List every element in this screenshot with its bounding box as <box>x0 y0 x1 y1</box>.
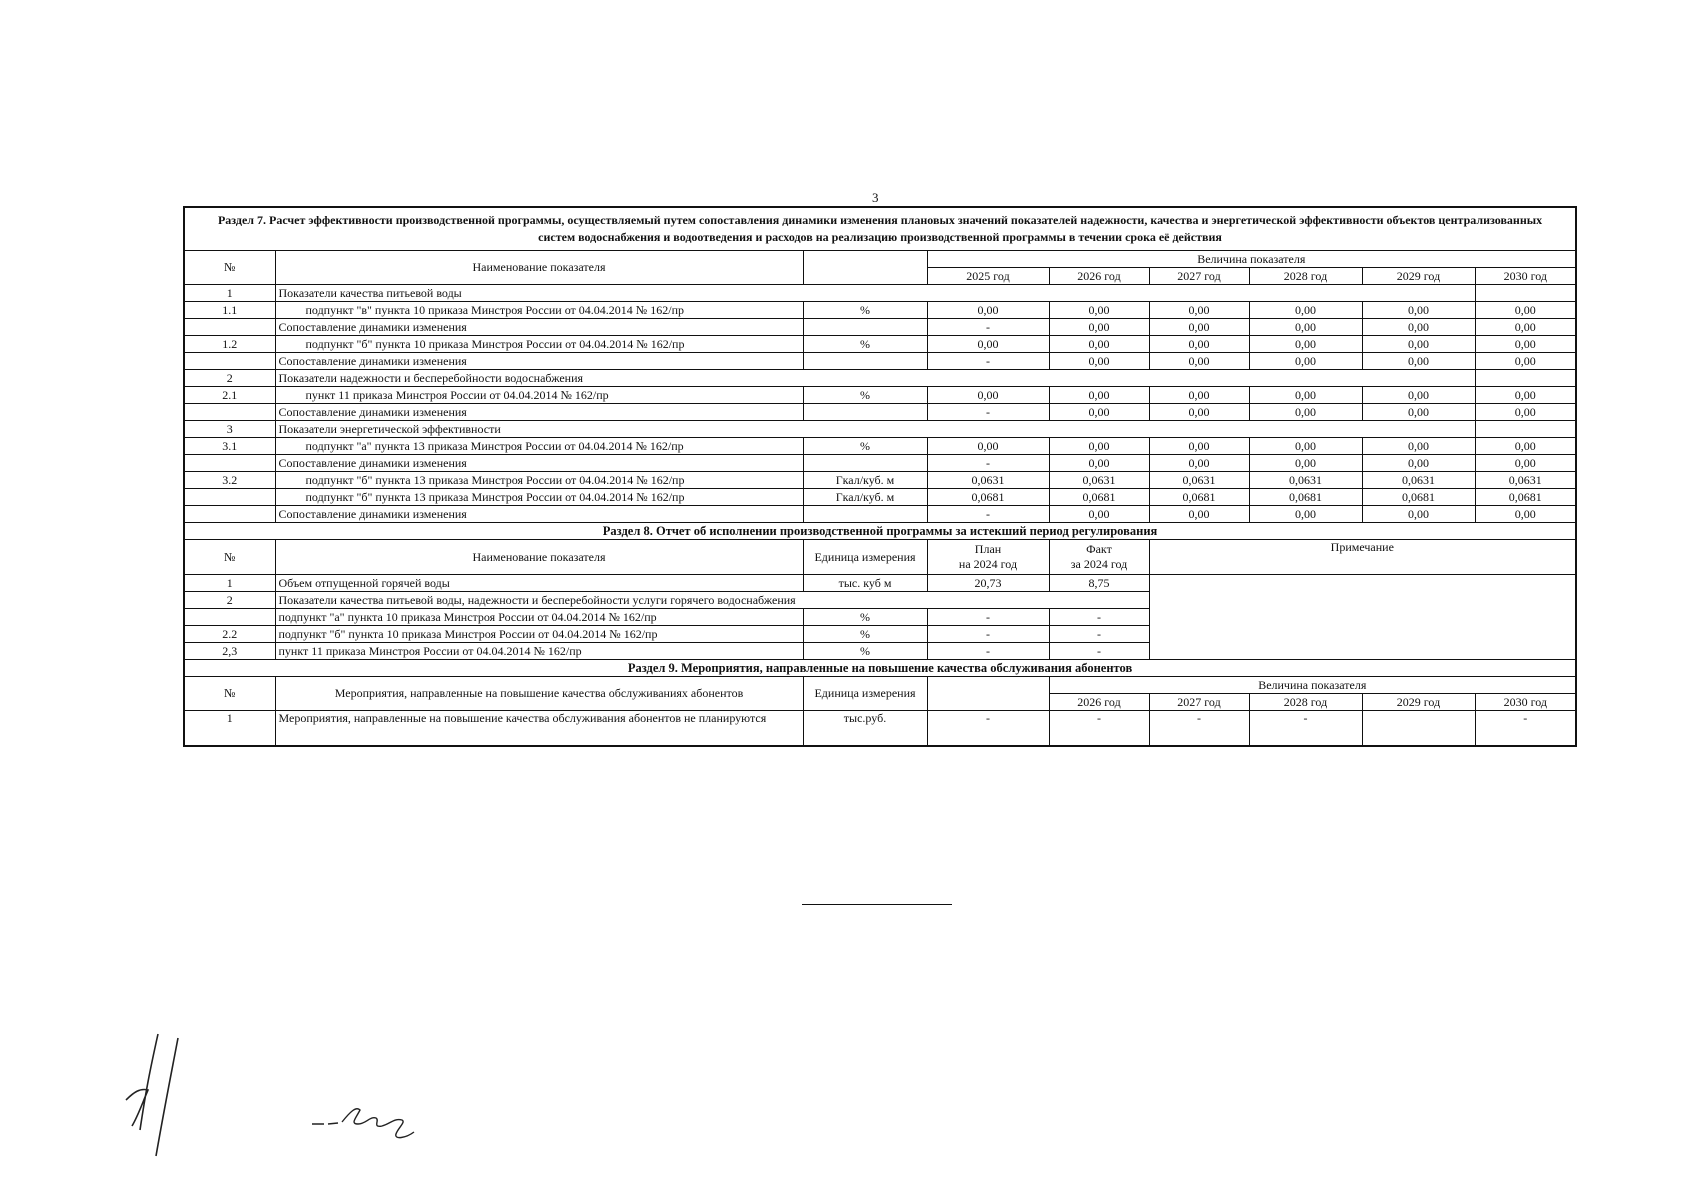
fact-cell: - <box>1049 626 1149 643</box>
plan-cell: 20,73 <box>927 575 1049 592</box>
value-cell: 0,00 <box>1249 506 1362 523</box>
table-row <box>184 421 1576 438</box>
s9-col-group: Величина показателя <box>1049 677 1576 694</box>
fact-cell: - <box>1049 609 1149 626</box>
s8-col-note: Примечание <box>1149 540 1576 575</box>
value-cell: 0,00 <box>1362 404 1475 421</box>
table-row <box>184 472 1576 489</box>
table-row <box>184 387 1576 404</box>
table-row <box>184 575 1576 592</box>
value-cell: 0,00 <box>1049 302 1149 319</box>
row-number: 2.1 <box>184 387 275 404</box>
table-row <box>184 438 1576 455</box>
value-cell: 0,0631 <box>1362 472 1475 489</box>
value-cell: 0,00 <box>1475 353 1576 370</box>
row-unit: % <box>803 302 927 319</box>
row-number <box>184 506 275 523</box>
row-number: 3.2 <box>184 472 275 489</box>
plan-cell: - <box>927 626 1049 643</box>
s8-col-unit: Единица измерения <box>803 540 927 575</box>
table-row <box>184 302 1576 319</box>
value-cell: - <box>927 353 1049 370</box>
section8-title: Раздел 8. Отчет об исполнении производственной программы за истекший период регулирования <box>184 523 1576 540</box>
row-name: Сопоставление динамики изменения <box>275 404 803 421</box>
value-cell: 0,00 <box>1149 353 1249 370</box>
fact-cell: - <box>1049 643 1149 660</box>
row-number: 1.1 <box>184 302 275 319</box>
s8-col-fact <box>1049 540 1149 575</box>
row-unit: Гкал/куб. м <box>803 472 927 489</box>
s9-blank <box>927 677 1049 711</box>
row-number <box>184 455 275 472</box>
value-cell: 0,0631 <box>1149 472 1249 489</box>
value-cell: - <box>927 319 1049 336</box>
value-cell: 0,00 <box>1249 353 1362 370</box>
handwritten-signature-left <box>120 1030 220 1160</box>
row-name: подпункт "б" пункта 10 приказа Минстроя России от 04.04.2014 № 162/пр <box>275 336 803 353</box>
row-unit <box>803 353 927 370</box>
value-cell: 0,0681 <box>1362 489 1475 506</box>
report-table <box>183 206 1577 747</box>
table-row <box>184 336 1576 353</box>
value-cell: 0,00 <box>1049 319 1149 336</box>
value-cell: - <box>927 455 1049 472</box>
s7-col-no: № <box>184 251 275 285</box>
value-cell: 0,0631 <box>1049 472 1149 489</box>
row-unit: % <box>803 609 927 626</box>
value-cell: 0,00 <box>1249 455 1362 472</box>
value-cell: 0,00 <box>1362 319 1475 336</box>
value-cell <box>1475 285 1576 302</box>
row-unit: % <box>803 387 927 404</box>
handwritten-signature-right <box>310 1098 440 1143</box>
value-cell: 0,00 <box>1475 404 1576 421</box>
s7-year-2026: 2026 год <box>1049 268 1149 285</box>
value-cell: 0,00 <box>1475 455 1576 472</box>
value-cell: 0,0631 <box>927 472 1049 489</box>
value-cell: 0,00 <box>1049 336 1149 353</box>
footer-rule <box>802 904 952 905</box>
value-cell <box>1362 711 1475 747</box>
row-unit: % <box>803 336 927 353</box>
row-number <box>184 609 275 626</box>
s8-col-fact-line1: Факт <box>1086 542 1112 556</box>
row-number <box>184 404 275 421</box>
value-cell: 0,00 <box>1049 455 1149 472</box>
s9-col-no: № <box>184 677 275 711</box>
value-cell: 0,00 <box>1149 336 1249 353</box>
value-cell: 0,00 <box>1149 455 1249 472</box>
value-cell: 0,00 <box>1049 387 1149 404</box>
row-number: 3 <box>184 421 275 438</box>
value-cell: 0,00 <box>1362 336 1475 353</box>
table-row <box>184 711 1576 747</box>
row-name: Сопоставление динамики изменения <box>275 506 803 523</box>
row-unit: тыс.руб. <box>803 711 927 747</box>
document-sheet <box>183 206 1575 747</box>
row-name: Показатели качества питьевой воды, надежности и бесперебойности услуги горячего водоснабжения <box>275 592 1149 609</box>
table-row <box>184 455 1576 472</box>
page-number: 3 <box>872 190 879 205</box>
row-unit <box>803 404 927 421</box>
value-cell: - <box>927 506 1049 523</box>
s7-col-unit <box>803 251 927 285</box>
row-name: подпункт "в" пункта 10 приказа Минстроя России от 04.04.2014 № 162/пр <box>275 302 803 319</box>
value-cell: 0,00 <box>1249 319 1362 336</box>
value-cell: 0,0681 <box>1475 489 1576 506</box>
value-cell: 0,00 <box>1049 404 1149 421</box>
row-number: 1 <box>184 575 275 592</box>
value-cell: 0,00 <box>927 302 1049 319</box>
row-number: 1 <box>184 711 275 747</box>
table-row <box>184 370 1576 387</box>
value-cell: 0,00 <box>1149 302 1249 319</box>
s9-year-2027: 2027 год <box>1149 694 1249 711</box>
value-cell: 0,00 <box>1362 302 1475 319</box>
value-cell: 0,00 <box>1249 438 1362 455</box>
s8-col-plan-line2: на 2024 год <box>958 557 1018 571</box>
value-cell: 0,00 <box>1362 353 1475 370</box>
value-cell: 0,00 <box>1049 506 1149 523</box>
s9-year-2030: 2030 год <box>1475 694 1576 711</box>
value-cell: 0,00 <box>1149 404 1249 421</box>
row-unit: % <box>803 438 927 455</box>
row-number: 1 <box>184 285 275 302</box>
value-cell: 0,0681 <box>1249 489 1362 506</box>
value-cell: 0,00 <box>1049 438 1149 455</box>
value-cell: 0,00 <box>1149 506 1249 523</box>
value-cell: 0,00 <box>1362 438 1475 455</box>
value-cell: 0,00 <box>1249 336 1362 353</box>
row-name: Показатели энергетической эффективности <box>275 421 1475 438</box>
row-number <box>184 489 275 506</box>
value-cell: 0,0631 <box>1475 472 1576 489</box>
row-name: пункт 11 приказа Минстроя России от 04.04.2014 № 162/пр <box>275 387 803 404</box>
row-name: Показатели надежности и бесперебойности водоснабжения <box>275 370 1475 387</box>
row-name: подпункт "б" пункта 13 приказа Минстроя России от 04.04.2014 № 162/пр <box>275 489 803 506</box>
row-name: подпункт "а" пункта 13 приказа Минстроя России от 04.04.2014 № 162/пр <box>275 438 803 455</box>
value-cell: 0,00 <box>1475 387 1576 404</box>
s9-col-unit: Единица измерения <box>803 677 927 711</box>
row-number: 2 <box>184 370 275 387</box>
row-number <box>184 353 275 370</box>
row-unit <box>803 506 927 523</box>
row-number: 2.2 <box>184 626 275 643</box>
value-cell: 0,0631 <box>1249 472 1362 489</box>
section7-title: Раздел 7. Расчет эффективности производственной программы, осуществляемый путем сопоставления динамики изменения плановых значений показателей надежности, качества и энергетической эффективности объектов централизованных систем водоснабжения и водоотведения и расходов на реализацию производственной программы в течении срока её действия <box>184 207 1576 251</box>
row-unit: тыс. куб м <box>803 575 927 592</box>
value-cell: - <box>927 711 1049 747</box>
table-row <box>184 489 1576 506</box>
row-number <box>184 319 275 336</box>
row-name: подпункт "б" пункта 13 приказа Минстроя России от 04.04.2014 № 162/пр <box>275 472 803 489</box>
value-cell: - <box>1149 711 1249 747</box>
value-cell: 0,00 <box>927 438 1049 455</box>
value-cell: 0,00 <box>1049 353 1149 370</box>
s8-col-plan <box>927 540 1049 575</box>
row-unit: % <box>803 643 927 660</box>
value-cell <box>1475 370 1576 387</box>
value-cell <box>1475 421 1576 438</box>
s8-col-fact-line2: за 2024 год <box>1070 557 1128 571</box>
value-cell: 0,00 <box>1249 387 1362 404</box>
s7-year-2030: 2030 год <box>1475 268 1576 285</box>
s7-year-2028: 2028 год <box>1249 268 1362 285</box>
table-row <box>184 353 1576 370</box>
value-cell: 0,00 <box>1475 336 1576 353</box>
fact-cell: 8,75 <box>1049 575 1149 592</box>
s7-year-2029: 2029 год <box>1362 268 1475 285</box>
value-cell: 0,0681 <box>1049 489 1149 506</box>
value-cell: 0,00 <box>1475 302 1576 319</box>
row-number: 2,3 <box>184 643 275 660</box>
section9-title: Раздел 9. Мероприятия, направленные на повышение качества обслуживания абонентов <box>184 660 1576 677</box>
value-cell: 0,00 <box>1249 302 1362 319</box>
s9-col-name: Мероприятия, направленные на повышение качества обслуживаниях абонентов <box>275 677 803 711</box>
plan-cell: - <box>927 609 1049 626</box>
row-name: Мероприятия, направленные на повышение качества обслуживания абонентов не планируются <box>275 711 803 747</box>
table-row <box>184 319 1576 336</box>
value-cell: 0,00 <box>1475 506 1576 523</box>
row-name: подпункт "а" пункта 10 приказа Минстроя России от 04.04.2014 № 162/пр <box>275 609 803 626</box>
row-name: Сопоставление динамики изменения <box>275 319 803 336</box>
table-row <box>184 285 1576 302</box>
value-cell: 0,0681 <box>927 489 1049 506</box>
s8-col-no: № <box>184 540 275 575</box>
value-cell: 0,00 <box>1475 438 1576 455</box>
value-cell: 0,00 <box>1249 404 1362 421</box>
row-name: Сопоставление динамики изменения <box>275 353 803 370</box>
value-cell: 0,00 <box>1362 506 1475 523</box>
row-unit <box>803 319 927 336</box>
row-number: 1.2 <box>184 336 275 353</box>
value-cell: - <box>927 404 1049 421</box>
value-cell: 0,00 <box>1362 387 1475 404</box>
row-name: пункт 11 приказа Минстроя России от 04.04.2014 № 162/пр <box>275 643 803 660</box>
row-number: 3.1 <box>184 438 275 455</box>
s7-year-2025: 2025 год <box>927 268 1049 285</box>
s7-year-2027: 2027 год <box>1149 268 1249 285</box>
s8-col-name: Наименование показателя <box>275 540 803 575</box>
row-name: Показатели качества питьевой воды <box>275 285 1475 302</box>
plan-cell: - <box>927 643 1049 660</box>
value-cell: 0,00 <box>1362 455 1475 472</box>
row-unit: Гкал/куб. м <box>803 489 927 506</box>
s7-col-group: Величина показателя <box>927 251 1576 268</box>
s9-year-2028: 2028 год <box>1249 694 1362 711</box>
value-cell: - <box>1049 711 1149 747</box>
s8-col-plan-line1: План <box>974 542 1002 556</box>
value-cell: 0,00 <box>1149 387 1249 404</box>
note-cell <box>1149 575 1576 660</box>
value-cell: 0,00 <box>927 387 1049 404</box>
s9-year-2029: 2029 год <box>1362 694 1475 711</box>
table-row <box>184 404 1576 421</box>
table-row <box>184 506 1576 523</box>
value-cell: 0,0681 <box>1149 489 1249 506</box>
value-cell: 0,00 <box>1149 438 1249 455</box>
row-unit: % <box>803 626 927 643</box>
row-name: Объем отпущенной горячей воды <box>275 575 803 592</box>
value-cell: 0,00 <box>1149 319 1249 336</box>
value-cell: - <box>1249 711 1362 747</box>
s7-col-name: Наименование показателя <box>275 251 803 285</box>
row-name: Сопоставление динамики изменения <box>275 455 803 472</box>
value-cell: - <box>1475 711 1576 747</box>
row-number: 2 <box>184 592 275 609</box>
row-name: подпункт "б" пункта 10 приказа Минстроя России от 04.04.2014 № 162/пр <box>275 626 803 643</box>
s9-year-2026: 2026 год <box>1049 694 1149 711</box>
value-cell: 0,00 <box>927 336 1049 353</box>
value-cell: 0,00 <box>1475 319 1576 336</box>
row-unit <box>803 455 927 472</box>
